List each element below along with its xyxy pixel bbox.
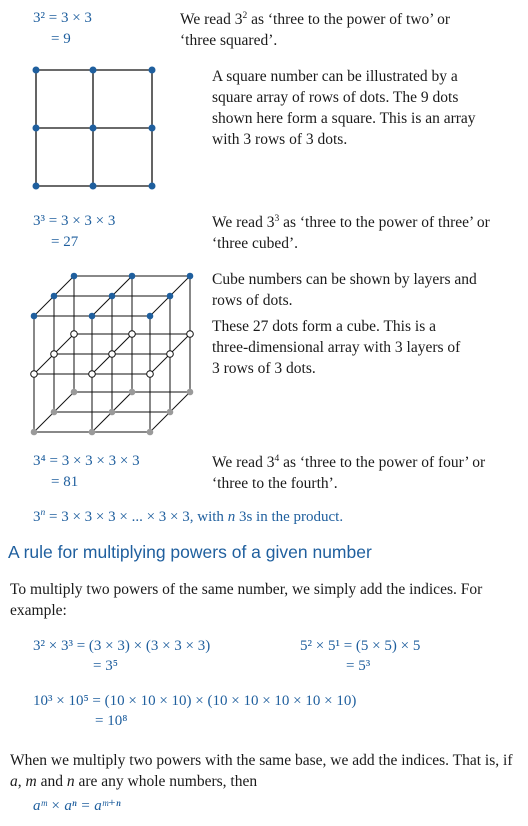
example3-line1: 10³ × 10⁵ = (10 × 10 × 10) × (10 × 10 × 10 × 10 × 10) bbox=[33, 693, 357, 709]
example1-line2: = 3⁵ bbox=[93, 658, 118, 674]
cube-dot bbox=[147, 371, 154, 378]
cubed-equation-line1: 3³ = 3 × 3 × 3 bbox=[33, 213, 116, 229]
general-power-statement: $3^n = 3 \times 3 \times 3$ × ... × 3 × 3, with n 3s in the product. bbox=[33, 508, 344, 525]
cube-dot bbox=[51, 409, 58, 416]
square-explanation: A square number can be illustrated by a square array of rows of dots. The 9 dots shown here form a square. This is an array with 3 rows of 3 dots. bbox=[212, 68, 476, 148]
cube-dot bbox=[129, 331, 136, 338]
example1-line1: 3² × 3³ = (3 × 3) × (3 × 3 × 3) bbox=[33, 638, 211, 654]
fourth-equation-line2: = 81 bbox=[51, 474, 79, 490]
rule-formula: aᵐ × aⁿ = aᵐ⁺ⁿ bbox=[33, 798, 121, 814]
cube-dot bbox=[167, 409, 174, 416]
cube-dot bbox=[109, 293, 116, 300]
square-dot-array bbox=[30, 65, 160, 195]
section-intro: To multiply two powers of the same number, we simply add the indices. For example: bbox=[10, 581, 483, 619]
cube-dot bbox=[89, 429, 96, 436]
cube-dot bbox=[147, 313, 154, 320]
cube-dot bbox=[187, 331, 194, 338]
cubed-equation-line2: = 27 bbox=[51, 234, 79, 250]
cube-dot bbox=[109, 409, 116, 416]
squared-read-text: We read $3^2$ as ‘three to the power of two’ or ‘three squared’. bbox=[180, 11, 451, 49]
cube-dot bbox=[71, 389, 78, 396]
example3-line2: = 10⁸ bbox=[95, 713, 128, 729]
fourth-equation-line1: 3⁴ = 3 × 3 × 3 × 3 bbox=[33, 453, 140, 469]
cube-dot bbox=[71, 331, 78, 338]
squared-equation-line2: = 9 bbox=[51, 31, 71, 47]
cube-dot bbox=[31, 429, 38, 436]
fourth-read-text: We read $3^4$ as ‘three to the power of four’ or ‘three to the fourth’. bbox=[212, 454, 486, 492]
cube-dot bbox=[167, 351, 174, 358]
cube-dot bbox=[167, 293, 174, 300]
cube-explanation-1: Cube numbers can be shown by layers and rows of dots. bbox=[212, 271, 477, 309]
cube-dot-array bbox=[28, 268, 208, 448]
squared-equation-line1: 3² = 3 × 3 bbox=[33, 10, 92, 26]
cube-dot bbox=[147, 429, 154, 436]
cube-dot bbox=[89, 371, 96, 378]
example2-line1: 5² × 5¹ = (5 × 5) × 5 bbox=[300, 638, 421, 654]
cube-dot bbox=[89, 313, 96, 320]
cube-dot bbox=[109, 351, 116, 358]
cube-dot bbox=[31, 371, 38, 378]
cube-dot bbox=[71, 273, 78, 280]
cube-dot bbox=[187, 389, 194, 396]
section-heading: A rule for multiplying powers of a given number bbox=[8, 542, 372, 562]
rule-text: When we multiply two powers with the same base, we add the indices. That is, if a, m and n are any whole numbers, then bbox=[10, 752, 513, 790]
cube-dot bbox=[187, 273, 194, 280]
cubed-read-text: We read $3^3$ as ‘three to the power of three’ or ‘three cubed’. bbox=[212, 214, 490, 252]
cube-dots bbox=[31, 273, 194, 436]
cube-dot bbox=[51, 293, 58, 300]
cube-dot bbox=[51, 351, 58, 358]
example2-line2: = 5³ bbox=[346, 658, 371, 674]
cube-explanation-2: These 27 dots form a cube. This is a three-dimensional array with 3 layers of 3 rows of 3 dots. bbox=[212, 318, 461, 377]
cube-dot bbox=[31, 313, 38, 320]
cube-dot bbox=[129, 389, 136, 396]
cube-dot bbox=[129, 273, 136, 280]
